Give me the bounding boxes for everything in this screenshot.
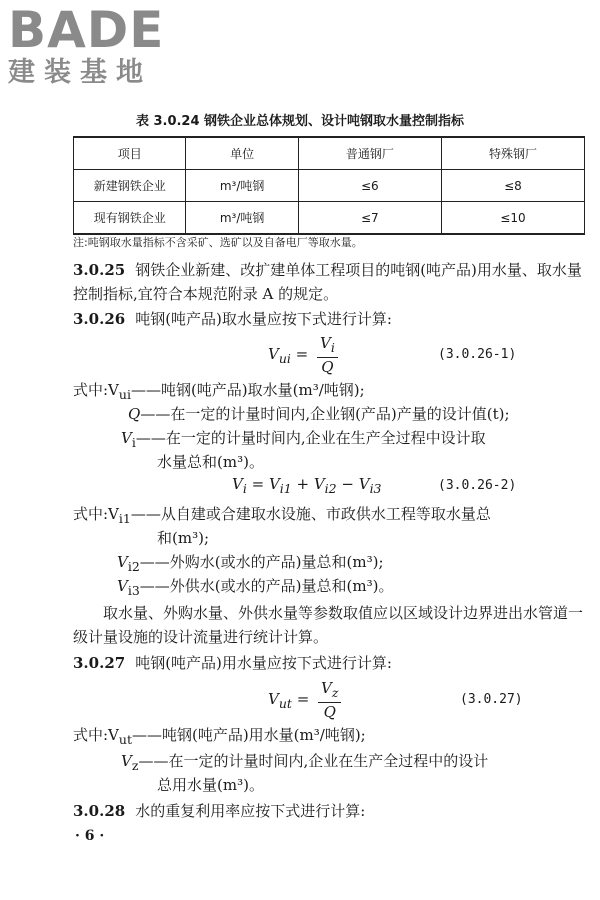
def-subscript: i — [131, 435, 136, 450]
formula-term: = V — [246, 475, 280, 493]
table-cell: 现有钢铁企业 — [74, 202, 186, 235]
equation-number: (3.0.26-2) — [438, 478, 517, 493]
clause-3-0-26 — [73, 307, 593, 331]
table-cell: ≤8 — [441, 170, 584, 202]
clause-number: 3.0.27 — [73, 654, 126, 672]
fraction — [318, 679, 341, 721]
formula-3-0-27 — [268, 679, 341, 721]
formula-subscript: z — [331, 685, 339, 700]
table-row — [74, 202, 585, 235]
water-intake-table — [73, 136, 585, 235]
def-text: ——外供水(或水的产品)量总和(m³)。 — [139, 577, 394, 595]
table-cell: m³/吨钢 — [186, 170, 298, 202]
table-header: 项目 — [74, 137, 186, 170]
definition-line — [73, 503, 491, 530]
fraction-denominator: Q — [321, 358, 334, 376]
formula-operator: = — [290, 345, 314, 363]
clause-3-0-27 — [73, 651, 593, 675]
table-cell: ≤7 — [298, 202, 441, 235]
formula-subscript: i1 — [279, 481, 292, 496]
formula-symbol: V — [268, 345, 279, 363]
def-symbol: 式中:V — [73, 381, 119, 399]
fraction — [317, 334, 338, 376]
definition-continuation: 和(m³); — [157, 529, 209, 547]
logo-subtitle: 建装基地 — [8, 57, 152, 88]
def-symbol: V — [117, 577, 128, 595]
formula-subscript: i3 — [369, 481, 382, 496]
fraction-denominator: Q — [323, 703, 336, 721]
definition-continuation: 总用水量(m³)。 — [157, 776, 264, 794]
table-cell: ≤10 — [441, 202, 584, 235]
formula-subscript: i — [330, 340, 335, 355]
def-text: ——在一定的计量时间内,企业钢(产品)产量的设计值(t); — [140, 405, 510, 423]
equation-number: (3.0.26-1) — [438, 347, 517, 362]
formula-symbol: V — [232, 475, 243, 493]
def-symbol: V — [117, 553, 128, 571]
formula-symbol: V — [268, 690, 279, 708]
formula-subscript: i — [242, 481, 247, 496]
table-cell: m³/吨钢 — [186, 202, 298, 235]
def-symbol: 式中:V — [73, 505, 119, 523]
def-text: ——吨钢(吨产品)用水量(m³/吨钢); — [131, 726, 366, 744]
clause-text: 水的重复利用率应按下式进行计算: — [135, 802, 366, 820]
equation-number: (3.0.27) — [460, 692, 523, 707]
def-text: ——吨钢(吨产品)取水量(m³/吨钢); — [130, 381, 365, 399]
definition-line — [121, 750, 488, 777]
table-header: 单位 — [186, 137, 298, 170]
clause-3-0-28 — [73, 799, 593, 823]
formula-3-0-26-1 — [268, 334, 338, 376]
logo-wordmark: BADE — [8, 1, 165, 59]
clause-3-0-25 — [73, 258, 593, 306]
formula-subscript: i2 — [324, 481, 337, 496]
def-text: ——从自建或合建取水设施、市政供水工程等取水量总 — [130, 505, 491, 523]
def-symbol: Q — [128, 405, 141, 423]
clause-number: 3.0.28 — [73, 802, 126, 820]
table-cell: 新建钢铁企业 — [74, 170, 186, 202]
statistics-paragraph: 取水量、外购水量、外供水量等参数取值应以区域设计边界进出水管道一级计量设施的设计流量进行统计计算。 — [73, 604, 584, 646]
table-caption: 表 3.0.24 钢铁企业总体规划、设计吨钢取水量控制指标 — [135, 114, 465, 129]
table-row — [74, 170, 585, 202]
formula-term: − V — [336, 475, 370, 493]
def-subscript: ut — [118, 732, 132, 747]
def-symbol: V — [121, 429, 132, 447]
def-subscript: i3 — [127, 583, 140, 598]
page-number: · 6 · — [75, 828, 105, 844]
clause-text: 吨钢(吨产品)用水量应按下式进行计算: — [135, 654, 392, 672]
def-symbol: 式中:V — [73, 726, 119, 744]
formula-subscript: ut — [278, 696, 292, 711]
def-symbol: V — [121, 752, 132, 770]
definition-continuation: 水量总和(m³)。 — [157, 453, 264, 471]
formula-term: + V — [291, 475, 325, 493]
clause-number: 3.0.25 — [73, 261, 126, 279]
def-text: ——外购水(或水的产品)量总和(m³); — [139, 553, 384, 571]
table-header: 特殊钢厂 — [441, 137, 584, 170]
fraction-numerator: V — [321, 679, 332, 697]
clause-text: 吨钢(吨产品)取水量应按下式进行计算: — [135, 310, 392, 328]
formula-subscript: ui — [278, 351, 291, 366]
fraction-numerator: V — [320, 334, 331, 352]
def-text: ——在一定的计量时间内,企业在生产全过程中设计取 — [135, 429, 486, 447]
logo — [8, 1, 165, 88]
definition-line — [121, 427, 486, 454]
clause-number: 3.0.26 — [73, 310, 126, 328]
def-subscript: z — [131, 758, 139, 773]
definition-line — [73, 724, 366, 751]
table-header: 普通钢厂 — [298, 137, 441, 170]
definition-line — [128, 403, 510, 425]
table-cell: ≤6 — [298, 170, 441, 202]
definition-line — [117, 575, 393, 602]
table-note: 注:吨钢取水量指标不含采矿、选矿以及自备电厂等取水量。 — [73, 236, 363, 249]
def-subscript: i1 — [118, 511, 131, 526]
table-header-row — [74, 137, 585, 170]
definition-line — [117, 551, 384, 578]
definition-line — [73, 379, 365, 406]
def-subscript: ui — [118, 387, 131, 402]
formula-3-0-26-2 — [232, 475, 382, 496]
def-subscript: i2 — [127, 559, 140, 574]
def-text: ——在一定的计量时间内,企业在生产全过程中的设计 — [138, 752, 489, 770]
formula-operator: = — [291, 690, 315, 708]
clause-text: 钢铁企业新建、改扩建单体工程项目的吨钢(吨产品)用水量、取水量控制指标,宜符合本规范附录 A 的规定。 — [73, 261, 582, 303]
